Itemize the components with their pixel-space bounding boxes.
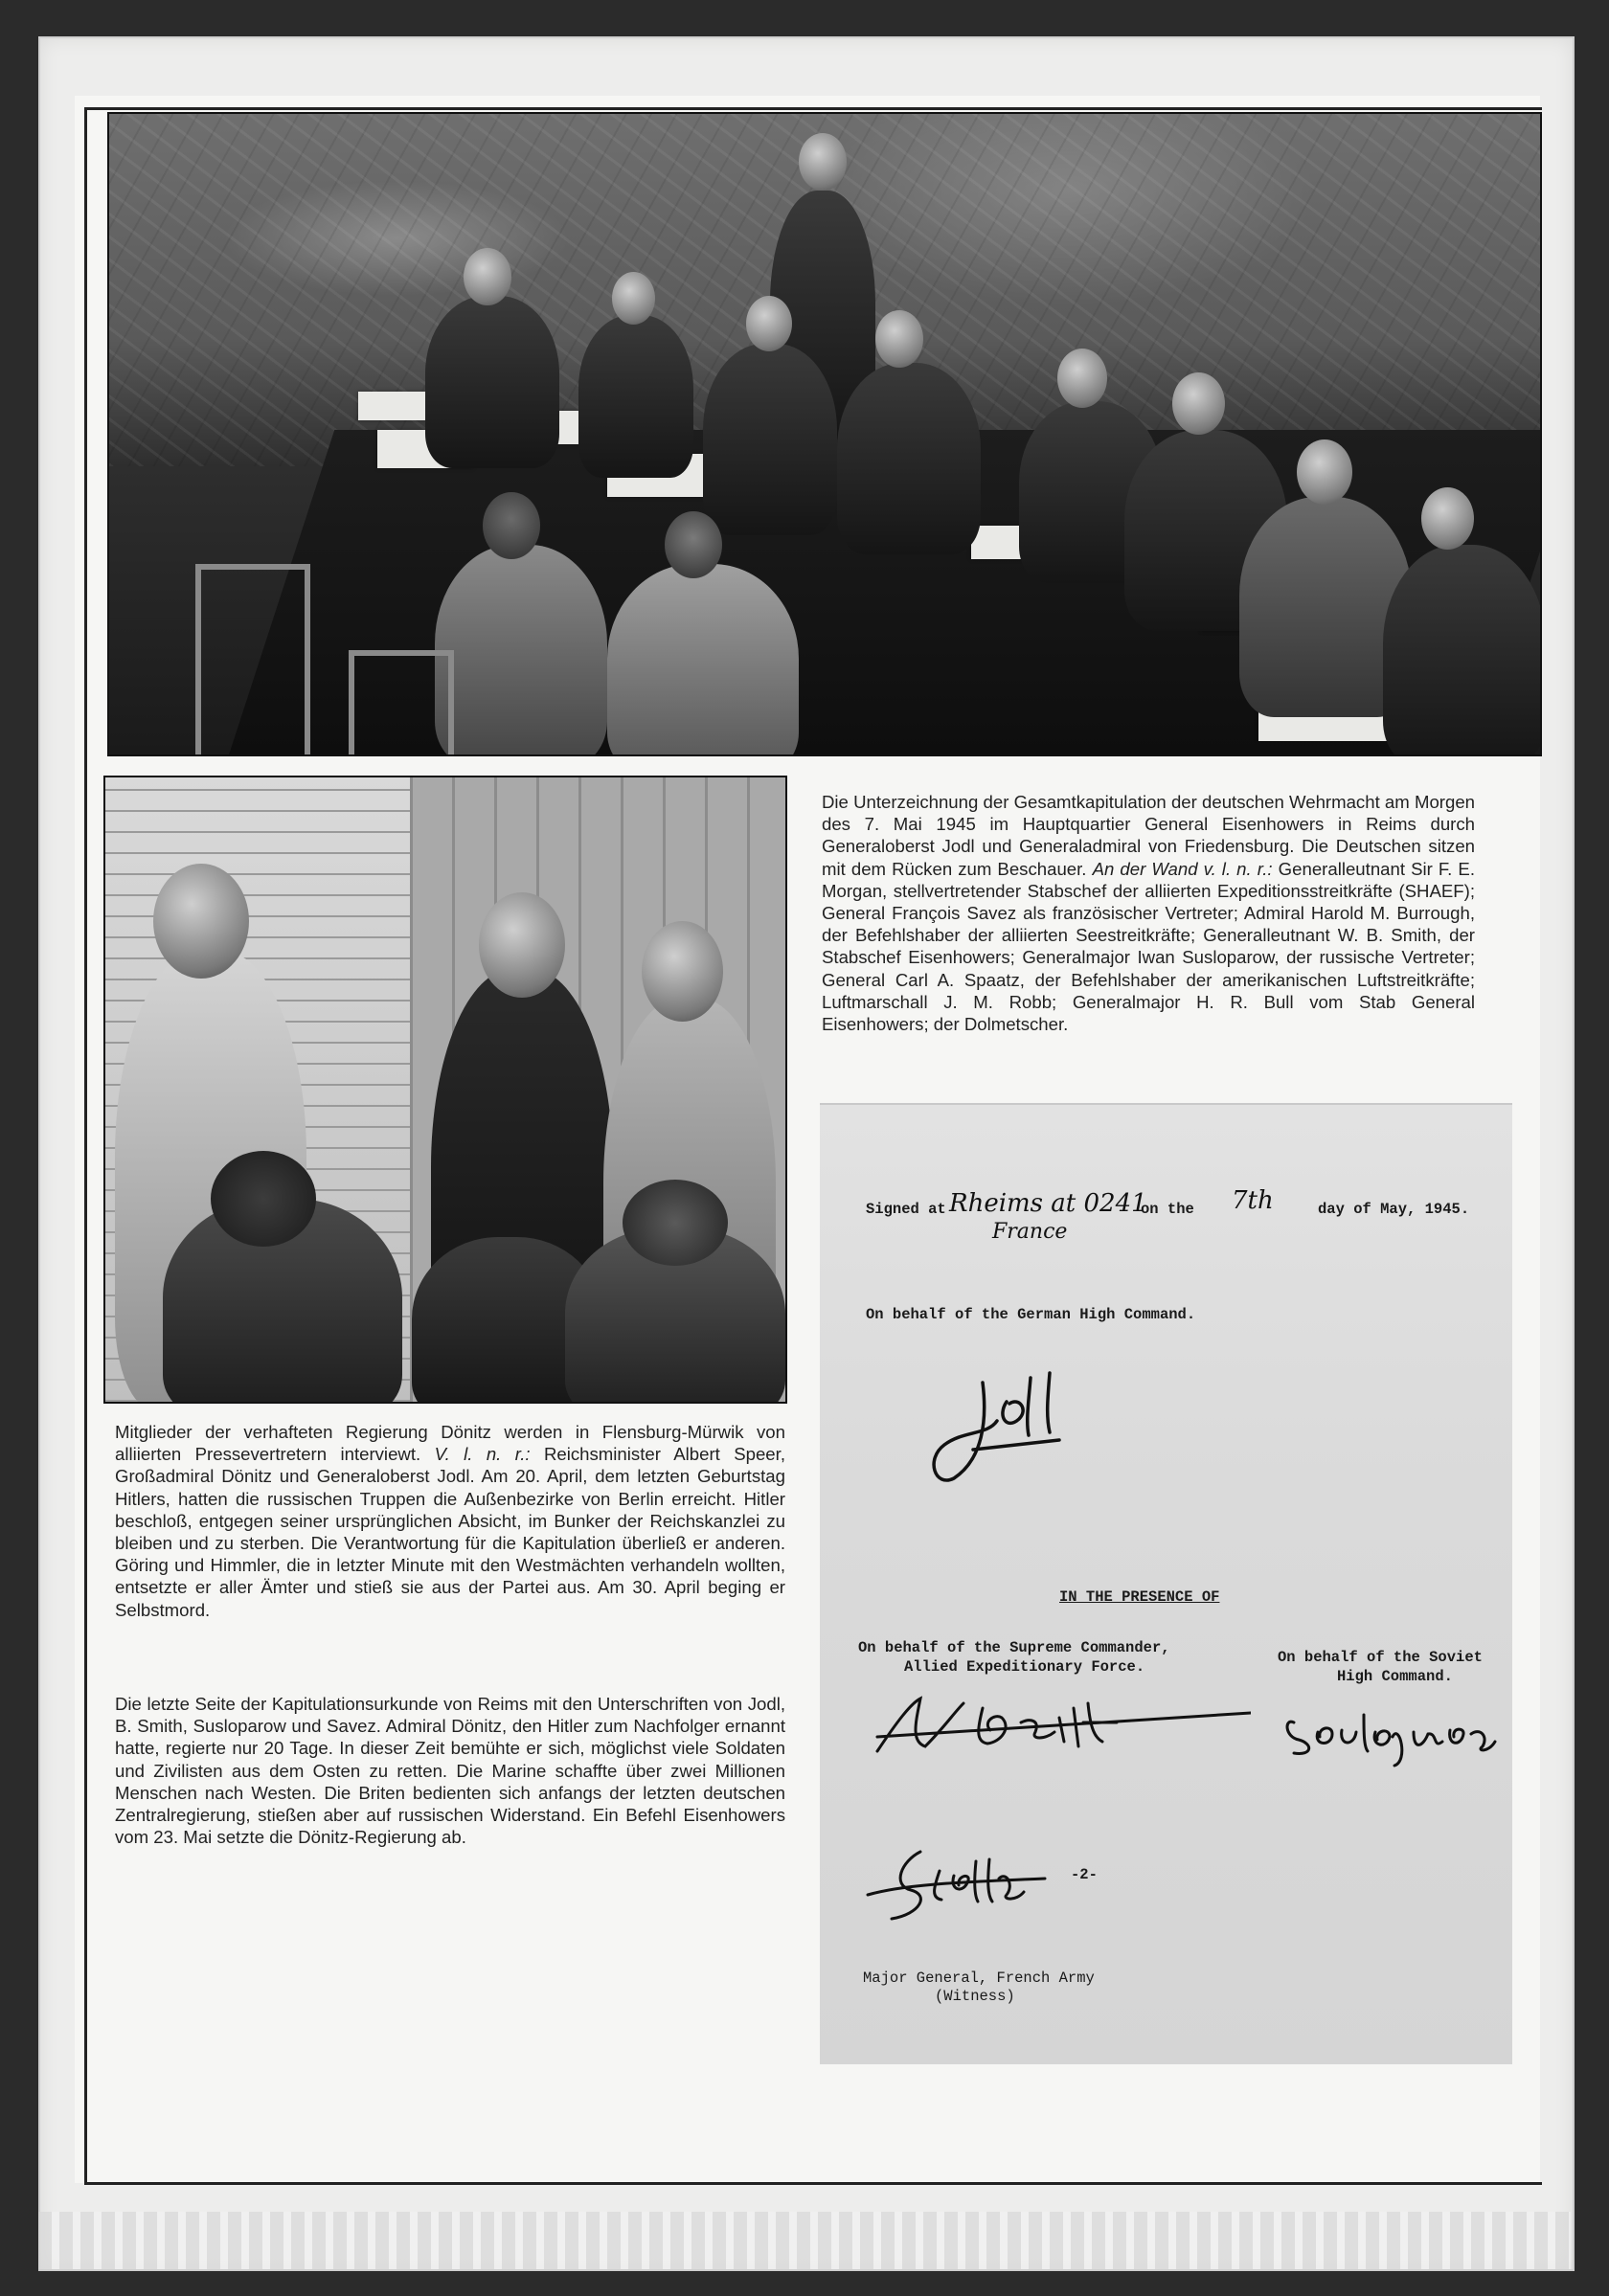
soviet-behalf-line2: High Command.	[1337, 1668, 1453, 1685]
caption-lead: V. l. n. r.:	[434, 1444, 531, 1465]
seated-officer	[578, 315, 693, 478]
caption-text: Mitglieder der verhafteten Regierung Dönitz werden in Flensburg-Mürwik von alliierten Pressevertretern interviewt.	[115, 1422, 785, 1465]
top-photo-caption	[822, 791, 1475, 1035]
jodl-signature	[916, 1363, 1078, 1497]
officer-head	[464, 248, 511, 305]
smith-signature	[868, 1684, 1251, 1770]
german-delegate-back	[435, 545, 607, 756]
german-delegate-back	[607, 564, 799, 756]
chair	[195, 564, 310, 755]
caption-text: Die Unterzeichnung der Gesamtkapitulation der deutschen Wehrmacht am Morgen des 7. Mai 1945 im Hauptquartier General Eisenhowers in Reims durch Generaloberst Jodl und Generaladmiral von Friedensburg. Die Deutschen sitzen mit dem Rücken zum Beschauer.	[822, 792, 1475, 879]
officer-head	[612, 272, 655, 325]
officer-head	[1297, 439, 1352, 505]
officer-head	[746, 296, 792, 351]
presence-heading: IN THE PRESENCE OF	[1059, 1588, 1220, 1606]
general-jodl-head	[642, 921, 723, 1022]
caption-text: Reichsminister Albert Speer, Großadmiral Dönitz und Generaloberst Jodl. Am 20. April, dem letzten Geburtstag Hitlers, hatten die russischen Truppen die Außenbezirke von Berlin erreicht. Hitler beschloß, entgegen seiner ursprünglichen Absicht, im Bunker der Reichskanzlei zu bleiben und zu sterben. Die Verantwortung für die Kapitulation überließ er anderen. Göring und Himmler, die in letzter Minute mit den Westmächten verhandeln wollten, entsetzte er aller Ämter und stieß sie aus der Partei aus. Am 30. April beging er Selbstmord.	[115, 1444, 785, 1620]
officer-head	[799, 133, 847, 191]
german-behalf-label: On behalf of the German High Command.	[866, 1306, 1196, 1323]
officer-head	[1421, 487, 1474, 550]
witness-line2: (Witness)	[935, 1988, 1015, 2005]
soviet-behalf-line1: On behalf of the Soviet	[1278, 1649, 1483, 1666]
officer-head	[1057, 349, 1107, 408]
signed-at-label: Signed at	[866, 1201, 946, 1218]
chair	[349, 650, 454, 755]
seated-officer	[837, 363, 981, 554]
admiral-doenitz-head	[479, 892, 565, 998]
reporter-cap	[211, 1151, 316, 1247]
officer-head	[875, 310, 923, 368]
german-delegate-head	[665, 511, 722, 578]
seated-officer	[425, 296, 559, 468]
seated-officer	[1383, 545, 1542, 756]
doenitz-government-photo	[103, 776, 787, 1404]
supreme-behalf-line1: On behalf of the Supreme Commander,	[858, 1639, 1170, 1656]
supreme-behalf-line2: Allied Expeditionary Force.	[904, 1658, 1145, 1676]
reporter-cap	[623, 1180, 728, 1266]
page-number: -2-	[1071, 1866, 1098, 1883]
savez-signature	[863, 1842, 1054, 1928]
caption-lead: An der Wand v. l. n. r.:	[1092, 858, 1273, 879]
day-handwritten: 7th	[1232, 1186, 1274, 1215]
sleeve-edge	[38, 2212, 1571, 2269]
mid-photo-caption	[115, 1421, 785, 1621]
country-handwritten: France	[992, 1220, 1068, 1244]
caption-text: Generalleutnant Sir F. E. Morgan, stellvertretender Stabschef der alliierten Expeditionsstreitkräfte (SHAEF); General François Savez als französischer Vertreter; Admiral Harold M. Burrough, der Befehlshaber der alliierten Seestreitkräfte; Generalleutnant W. B. Smith, der Stabschef Eisenhowers; Generalmajor Iwan Susloparow, der russische Vertreter; General Carl A. Spaatz, der Befehlshaber der amerikanischen Luftstreitkräfte; Luftmarschall J. M. Robb; Generalmajor H. R. Bull vom Stab General Eisenhowers; der Dolmetscher.	[822, 858, 1475, 1035]
seated-officer	[703, 344, 837, 535]
signing-ceremony-photo	[107, 112, 1542, 756]
albert-speer-head	[153, 864, 249, 979]
on-the-label: on the	[1141, 1201, 1194, 1218]
susloparov-signature	[1280, 1694, 1500, 1770]
officer-head	[1172, 372, 1225, 435]
surrender-document-scan	[820, 1103, 1512, 2064]
german-delegate-head	[483, 492, 540, 559]
caption-text: Die letzte Seite der Kapitulationsurkunde von Reims mit den Unterschriften von Jodl, B. Smith, Susloparow und Savez. Admiral Dönitz, den Hitler zum Nachfolger ernannt hatte, regierte nur 20 Tage. In dieser Zeit bemühte er sich, möglichst viele Soldaten und Zivilisten aus dem Osten zu retten. Die Marine schaffte über zwei Millionen Menschen nach Westen. Die Briten bedienten sich anfangs der letzten deutschen Zentralregierung, stießen aber auf russischen Widerstand. Ein Befehl Eisenhowers vom 23. Mai setzte die Dönitz-Regierung ab.	[115, 1694, 785, 1848]
place-handwritten: Rheims at 0241	[949, 1189, 1147, 1218]
document-caption	[115, 1693, 785, 1848]
document-sheet	[358, 392, 435, 420]
date-label: day of May, 1945.	[1318, 1201, 1470, 1218]
witness-line1: Major General, French Army	[863, 1970, 1095, 1987]
